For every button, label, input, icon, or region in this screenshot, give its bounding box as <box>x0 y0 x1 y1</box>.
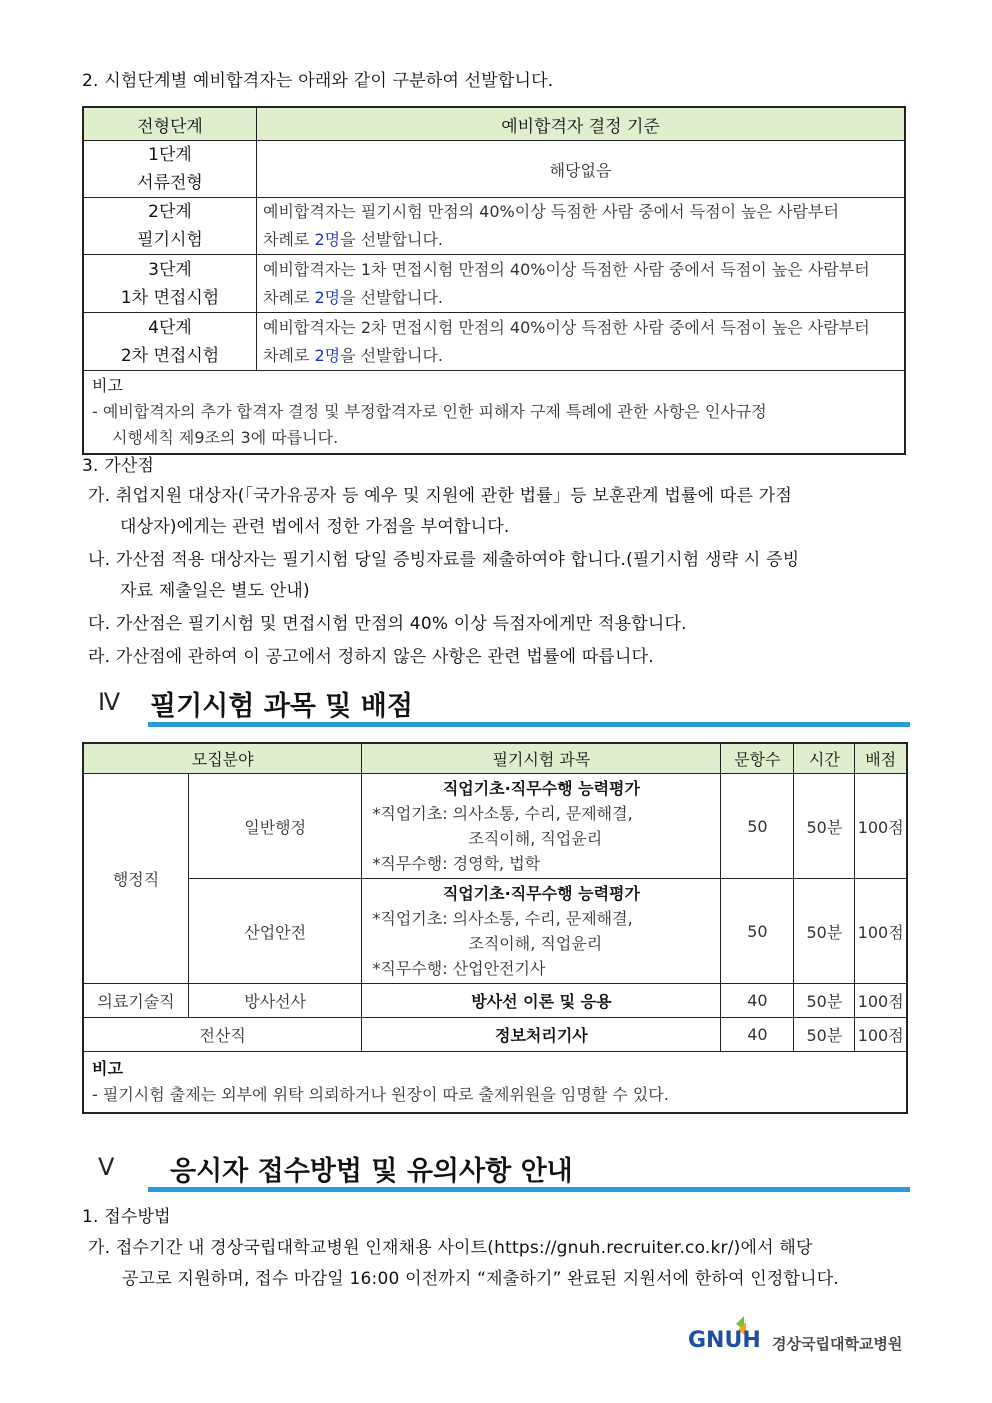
bonus-item-na: 나. 가산점 적용 대상자는 필기시험 당일 증빙자료를 제출하여야 합니다.(필기시험 생략 시 증빙 <box>88 550 800 570</box>
time-cell: 50분 <box>794 1018 855 1052</box>
bonus-item-na-cont: 자료 제출일은 별도 안내) <box>120 581 310 601</box>
apply-method-line1: 가. 접수기간 내 경상국립대학교병원 인재채용 사이트(https://gnuh.recruiter.co.kr/)에서 해당 <box>88 1238 813 1258</box>
table-row <box>83 255 905 313</box>
stage-cell: 1단계 서류전형 <box>83 141 257 198</box>
header-time: 시간 <box>794 743 855 774</box>
section-3-heading: 3. 가산점 <box>82 456 155 476</box>
time-cell: 50분 <box>794 774 855 879</box>
section-2-heading: 2. 시험단계별 예비합격자는 아래와 같이 구분하여 선발합니다. <box>82 71 554 91</box>
section-4-underline <box>148 722 910 727</box>
logo-hospital-name: 경상국립대학교병원 <box>772 1335 903 1353</box>
table-note: 비고 - 예비합격자의 추가 합격자 결정 및 부정합격자로 인한 피해자 구제 특례에 관한 사항은 인사규정 시행세칙 제9조의 3에 따릅니다. <box>83 371 905 455</box>
header-criteria: 예비합격자 결정 기준 <box>257 107 906 141</box>
table-note-row <box>83 1052 907 1114</box>
bonus-item-ga: 가. 취업지원 대상자(「국가유공자 등 예우 및 지원에 관한 법률」등 보훈관계 법률에 따른 가점 <box>88 486 792 506</box>
field-cell: 산업안전 <box>189 879 362 984</box>
table-row <box>83 879 907 984</box>
subject-cell: 방사선 이론 및 응용 <box>362 984 721 1018</box>
subject-cell: 직업기초·직무수행 능력평가 *직업기초: 의사소통, 수리, 문제해결, 조직이해, 직업윤리 *직무수행: 산업안전기사 <box>362 879 721 984</box>
section-4-title: 필기시험 과목 및 배점 <box>150 691 413 722</box>
time-cell: 50분 <box>794 879 855 984</box>
header-count: 문항수 <box>721 743 794 774</box>
section-5-underline <box>148 1187 910 1192</box>
stage-cell: 4단계 2차 면접시험 <box>83 313 257 371</box>
table-row <box>83 984 907 1018</box>
count-cell: 40 <box>721 1018 794 1052</box>
criteria-cell: 예비합격자는 1차 면접시험 만점의 40%이상 득점한 사람 중에서 득점이 높은 사람부터 차례로 2명을 선발합니다. <box>257 255 906 313</box>
reserve-count: 2명 <box>314 345 341 365</box>
table-row <box>83 141 905 198</box>
count-cell: 50 <box>721 774 794 879</box>
bonus-item-ra: 라. 가산점에 관하여 이 공고에서 정하지 않은 사항은 관련 법률에 따릅니다. <box>88 647 654 667</box>
subject-cell: 직업기초·직무수행 능력평가 *직업기초: 의사소통, 수리, 문제해결, 조직이해, 직업윤리 *직무수행: 경영학, 법학 <box>362 774 721 879</box>
score-cell: 100점 <box>855 879 907 984</box>
header-stage: 전형단계 <box>83 107 257 141</box>
table-note: 비고 - 필기시험 출제는 외부에 위탁 의뢰하거나 원장이 따로 출제위원을 임명할 수 있다. <box>83 1052 907 1114</box>
apply-method-heading: 1. 접수방법 <box>82 1207 171 1227</box>
group-cell: 행정직 <box>83 774 189 984</box>
stage-cell: 3단계 1차 면접시험 <box>83 255 257 313</box>
score-cell: 100점 <box>855 1018 907 1052</box>
criteria-cell: 예비합격자는 2차 면접시험 만점의 40%이상 득점한 사람 중에서 득점이 높은 사람부터 차례로 2명을 선발합니다. <box>257 313 906 371</box>
field-cell: 일반행정 <box>189 774 362 879</box>
header-subject: 필기시험 과목 <box>362 743 721 774</box>
time-cell: 50분 <box>794 984 855 1018</box>
table-header-row <box>83 743 907 774</box>
gnuh-logo <box>688 1316 914 1360</box>
subject-cell: 정보처리기사 <box>362 1018 721 1052</box>
bonus-item-da: 다. 가산점은 필기시험 및 면접시험 만점의 40% 이상 득점자에게만 적용합니다. <box>88 614 687 634</box>
section-4-number: Ⅳ <box>98 688 121 716</box>
score-cell: 100점 <box>855 774 907 879</box>
header-field: 모집분야 <box>83 743 362 774</box>
bonus-item-ga-cont: 대상자)에게는 관련 법에서 정한 가점을 부여합니다. <box>120 517 510 537</box>
table-row <box>83 1018 907 1052</box>
table-header-row <box>83 107 905 141</box>
apply-method-line2: 공고로 지원하며, 접수 마감일 16:00 이전까지 “제출하기” 완료된 지원서에 한하여 인정합니다. <box>122 1269 840 1289</box>
field-cell: 방사선사 <box>189 984 362 1018</box>
criteria-cell: 해당없음 <box>257 141 906 198</box>
exam-subjects-table <box>82 742 908 1114</box>
table-row <box>83 198 905 255</box>
table-note-row <box>83 371 905 455</box>
group-cell: 의료기술직 <box>83 984 189 1018</box>
reserve-criteria-table <box>82 106 906 455</box>
count-cell: 50 <box>721 879 794 984</box>
reserve-count: 2명 <box>314 230 341 249</box>
score-cell: 100점 <box>855 984 907 1018</box>
stage-cell: 2단계 필기시험 <box>83 198 257 255</box>
criteria-cell: 예비합격자는 필기시험 만점의 40%이상 득점한 사람 중에서 득점이 높은 사람부터 차례로 2명을 선발합니다. <box>257 198 906 255</box>
logo-text: GNUH <box>688 1328 761 1353</box>
reserve-count: 2명 <box>314 287 341 307</box>
table-row <box>83 313 905 371</box>
section-5-title: 응시자 접수방법 및 유의사항 안내 <box>170 1156 573 1187</box>
count-cell: 40 <box>721 984 794 1018</box>
header-score: 배점 <box>855 743 907 774</box>
table-row <box>83 774 907 879</box>
group-cell: 전산직 <box>83 1018 362 1052</box>
section-5-number: Ⅴ <box>98 1153 115 1181</box>
